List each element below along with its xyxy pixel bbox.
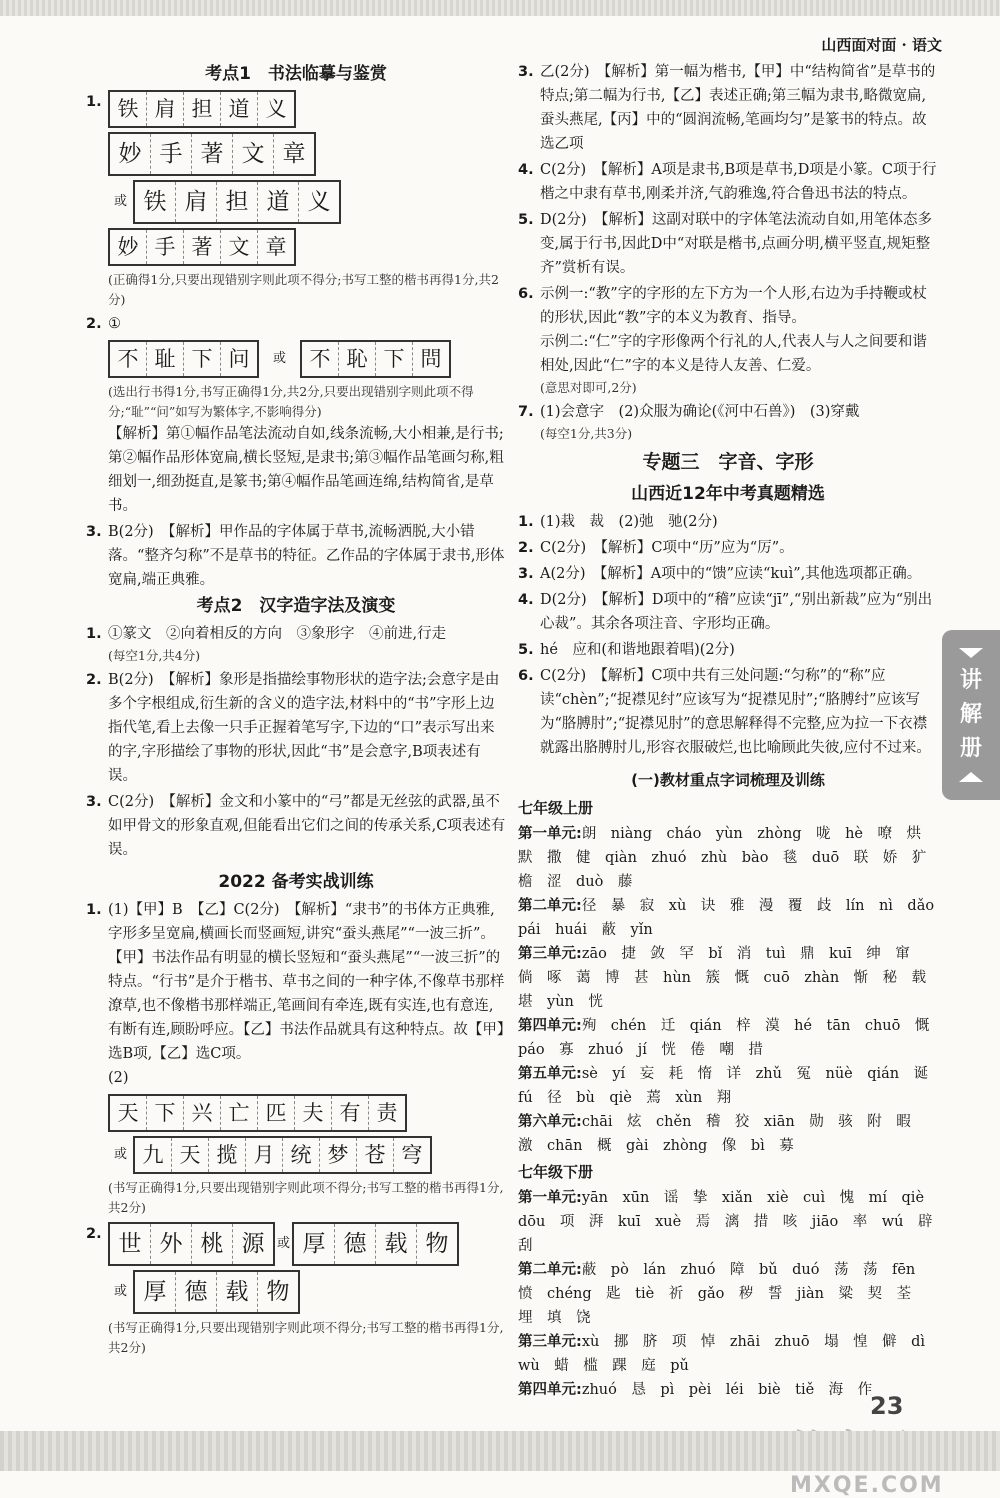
grid-cell: 物: [425, 1231, 449, 1257]
calligraphy-grid: [133, 1136, 432, 1174]
k2-question-3: [86, 790, 506, 862]
grid-cell: 下: [376, 342, 413, 376]
question-number: 1.: [86, 902, 102, 918]
unit-label: 第三单元:: [518, 1334, 582, 1350]
grid-cell: 問: [420, 347, 442, 371]
question-number: 6.: [518, 668, 534, 684]
answer-text: C(2分) 【解析】A项是隶书,B项是草书,D项是小篆。C项于行楷之中隶有草书,刚柔并济,气韵雅逸,符合鲁迅书法的特点。: [540, 162, 937, 202]
calligraphy-grid: [108, 1222, 275, 1266]
grid-cell: 著: [184, 230, 221, 264]
unit-text: 朗 niàng cháo yùn zhòng 咙 hè 嘹 烘 默 撒 健 qiàn zhuó zhù bào 毯 duō 联 娇 犷 檐 涩 duò 藤: [518, 826, 941, 890]
exam-question-2: [518, 536, 938, 560]
calligraphy-grid: [133, 1270, 300, 1314]
question-number: 2.: [518, 540, 534, 556]
grid-cell: 肩: [147, 92, 184, 126]
unit-label: 第四单元:: [518, 1382, 582, 1398]
grid-cell: 妙: [110, 134, 151, 174]
grid-cell: 夫: [295, 1096, 332, 1130]
grid-cell: 肩: [176, 182, 217, 222]
exam-question-6: [518, 664, 938, 760]
grid-cell: 载: [376, 1224, 417, 1264]
bottom-edge: [0, 1431, 1000, 1471]
answer-text: ①篆文 ②向着相反的方向 ③象形字 ④前进,行走: [108, 626, 447, 642]
grid-cell: 梦: [320, 1138, 357, 1172]
question-number: 4.: [518, 162, 534, 178]
answer-text: D(2分) 【解析】这副对联中的字体笔法流动自如,用笔体态多变,属于行书,因此D中“对联是楷书,点画分明,横平竖直,规矩整齐”赏析有误。: [540, 212, 933, 276]
question-number: 3.: [518, 64, 534, 80]
grid-cell: 义: [265, 97, 287, 121]
watermark-url: MXQE.COM: [790, 1473, 944, 1498]
unit-row: [518, 1330, 938, 1378]
unit-list-7b: [518, 1186, 947, 1402]
question-5: [518, 208, 938, 280]
grid-cell: 道: [258, 182, 299, 222]
tab-arrow-icon: [959, 772, 983, 782]
unit-text: 殉 chén 迁 qián 梓 漠 hé tān chuō 慨 páo 寡 zhuó jí 恍 倦 嘲 措: [518, 1018, 944, 1058]
grid-cell: 有: [332, 1096, 369, 1130]
unit-label: 第一单元:: [518, 826, 582, 842]
grid-cell: 文: [221, 230, 258, 264]
exam-question-4: [518, 588, 938, 636]
unit-text: 蔽 pò lán zhuó 障 bǔ duó 荡 荡 fēn 愤 chéng 匙 tiè 祈 gǎo 秽 誓 jiàn 粱 契 荃 埋 填 饶: [518, 1262, 930, 1326]
scoring-note: (书写正确得1分,只要出现错别字则此项不得分;书写工整的楷书再得1分,共2分): [108, 1180, 504, 1215]
practice-question-1: [86, 898, 506, 1218]
top-edge: [0, 0, 1000, 16]
question-number: 1.: [518, 514, 534, 530]
sub-label: (2): [108, 1070, 129, 1086]
grid-cell: 桃: [192, 1224, 233, 1264]
question-number: 3.: [518, 566, 534, 582]
answer-text: hé 应和(和谐地跟着唱)(2分): [540, 642, 735, 658]
k2-question-2: [86, 668, 506, 788]
calligraphy-grid: [108, 228, 296, 266]
or-label: 或: [114, 194, 128, 209]
scoring-note: (每空1分,共4分): [108, 648, 201, 663]
calligraphy-grid: [108, 340, 259, 378]
question-number: 5.: [518, 212, 534, 228]
unit-row: [518, 1110, 938, 1158]
grid-cell: 外: [151, 1224, 192, 1264]
answer-text: B(2分) 【解析】甲作品的字体属于草书,流畅洒脱,大小错落。“整齐匀称”不是草书的特征。乙作品的字体属于隶书,形体宽扁,端正典雅。: [108, 524, 505, 588]
grade-title: 七年级下册: [518, 1163, 594, 1181]
grid-cell: 亡: [221, 1096, 258, 1130]
grid-cell: 穹: [401, 1143, 423, 1167]
unit-list-7a: [518, 822, 949, 1158]
scoring-note: (正确得1分,只要出现错别字则此项不得分;书写工整的楷书再得1分,共2分): [108, 272, 499, 307]
grid-cell: 下: [147, 1096, 184, 1130]
grid-cell: 厚: [294, 1224, 335, 1264]
side-tab-char: 讲: [959, 668, 982, 693]
calligraphy-grid: [300, 340, 451, 378]
answer-text: 示例一:“教”字的字形的左下方为一个人形,右边为手持鞭或杖的形状,因此“教”字的本义为教育、指导。: [540, 286, 927, 326]
grid-cell: 义: [307, 189, 331, 215]
grade-title: 七年级上册: [518, 799, 594, 817]
calligraphy-grid: [108, 90, 296, 128]
exam-question-3: [518, 562, 938, 586]
question-number: 2.: [86, 672, 102, 688]
calligraphy-grid: [133, 180, 341, 224]
answer-text: (1)会意字 (2)众服为确论(《河中石兽》) (3)穿戴: [540, 404, 860, 420]
grid-cell: 铁: [135, 182, 176, 222]
grid-cell: 文: [233, 134, 274, 174]
unit-label: 第一单元:: [518, 1190, 582, 1206]
section-title-exam: 山西近12年中考真题精选: [631, 484, 825, 504]
or-label: 或: [114, 1147, 128, 1162]
grid-cell: 兴: [184, 1096, 221, 1130]
question-3: [86, 520, 506, 592]
question-number: 3.: [86, 524, 102, 540]
answer-text: C(2分) 【解析】C项中“历”应为“厉”。: [540, 540, 794, 556]
question-7: [518, 400, 938, 444]
unit-row: [518, 1186, 947, 1258]
grid-cell: 章: [282, 141, 306, 167]
grid-cell: 铁: [110, 92, 147, 126]
answer-text: B(2分) 【解析】象形是指描绘事物形状的造字法;会意字是由多个字根组成,衍生新的含义的造字法,材料中的“书”字形上边指代笔,看上去像一只手正握着笔写字,下边的“口”表示写出来的字,字形描绘了事物的形状,因此“书”是会意字,B项表述有误。: [108, 672, 500, 784]
answer-text: (1)【甲】B 【乙】C(2分) 【解析】“隶书”的书体方正典雅,字形多呈宽扁,横画长而竖画短,讲究“蚕头燕尾”“一波三折”。【甲】书法作品有明显的横长竖短和“蚕头燕尾”“一波三折”的特点。“行书”是介于楷书、草书之间的一种字体,不像草书那样潦草,也不像楷书那样端正,笔画间有牵连,既有实连,也有意连,有断有连,顾盼呼应。【乙】书法作品就具有这种特点。故【甲】选B项,【乙】选C项。: [108, 902, 505, 1062]
side-tab-char: 册: [959, 736, 982, 761]
grid-cell: 厚: [135, 1272, 176, 1312]
grid-cell: 不: [302, 342, 339, 376]
grid-cell: 源: [241, 1231, 265, 1257]
or-label: 或: [114, 1284, 128, 1299]
grid-cell: 耻: [147, 342, 184, 376]
section-title-kd2: 考点2 汉字造字法及演变: [196, 596, 396, 616]
left-column: [86, 60, 506, 1360]
grid-cell: 道: [221, 92, 258, 126]
exam-question-5: [518, 638, 938, 662]
grid-cell: 著: [192, 134, 233, 174]
grid-cell: 物: [266, 1279, 290, 1305]
scoring-note: (书写正确得1分,只要出现错别字则此项不得分;书写工整的楷书再得1分,共2分): [108, 1320, 504, 1355]
analysis-text: 【解析】第①幅作品笔法流动自如,线条流畅,大小相兼,是行书;第②幅作品形体宽扁,横长竖短,是隶书;第③幅作品笔画匀称,粗细划一,细劲挺直,是篆书;第④幅作品笔画连绵,结构简省,是草书。: [108, 426, 504, 514]
section-title-practice: 2022 备考实战训练: [218, 872, 374, 892]
section-title-kd1: 考点1 书法临摹与鉴赏: [205, 64, 387, 84]
circle-number: ①: [108, 316, 121, 332]
question-number: 5.: [518, 642, 534, 658]
grid-cell: 手: [147, 230, 184, 264]
grid-cell: 手: [151, 134, 192, 174]
unit-label: 第六单元:: [518, 1114, 582, 1130]
practice-question-2: [86, 1222, 506, 1358]
unit-text: 径 暴 寂 xù 诀 雅 漫 覆 歧 lín nì dǎo pái huái 蔽 yǐn: [518, 898, 949, 938]
unit-label: 第四单元:: [518, 1018, 582, 1034]
grid-cell: 问: [228, 347, 250, 371]
question-number: 1.: [86, 94, 102, 110]
question-3: [518, 60, 938, 156]
calligraphy-grid: [292, 1222, 459, 1266]
calligraphy-grid: [108, 132, 316, 176]
scoring-note: (选出行书得1分,书写正确得1分,共2分,只要出现错别字则此项不得分;“耻”“问”如写为繁体字,不影响得分): [108, 384, 474, 419]
question-number: 6.: [518, 286, 534, 302]
exam-question-1: [518, 510, 938, 534]
unit-text: zāo 捷 敛 罕 bǐ 消 tuì 鼎 kuī 绅 窜 倘 啄 蔼 博 甚 hùn 簇 慨 cuō zhàn 惭 秘 载 堪 yùn 恍: [518, 946, 941, 1010]
answer-text: C(2分) 【解析】C项中共有三处问题:“匀称”的“称”应读“chèn”;“捉襟见纣”应该写为“捉襟见肘”;“胳膊纣”应该写为“胳膊肘”;“捉襟见肘”的意思解释得不完整,应为拉一下衣襟就露出胳膊肘儿,形容衣服破烂,也比喻顾此失彼,应付不过来。: [540, 668, 931, 756]
question-number: 3.: [86, 794, 102, 810]
unit-text: sè yí 妄 耗 惰 详 zhǔ 冤 nüè qián 诞 fú 径 bù qiè 蔫 xùn 翔: [518, 1066, 943, 1106]
calligraphy-grid: [108, 1094, 407, 1132]
right-column: [518, 60, 949, 1402]
grid-cell: 下: [184, 342, 221, 376]
grid-cell: 恥: [339, 342, 376, 376]
grid-cell: 载: [217, 1272, 258, 1312]
unit-row: [518, 1258, 938, 1330]
page-number: 23: [870, 1392, 904, 1420]
k2-question-1: [86, 622, 506, 666]
side-tab-char: 解: [959, 702, 982, 727]
question-2: [86, 312, 506, 518]
unit-text: chāi 炫 chěn 稽 狡 xiān 勋 骇 附 暇 激 chān 概 gài zhòng 像 bì 募: [518, 1114, 926, 1154]
grid-cell: 天: [172, 1138, 209, 1172]
tab-arrow-icon: [959, 648, 983, 658]
page-header: 山西面对面 · 语文: [821, 36, 942, 54]
grid-cell: 德: [176, 1272, 217, 1312]
unit-row: [518, 1014, 944, 1062]
answer-text: 乙(2分) 【解析】第一幅为楷书,【甲】中“结构简省”是草书的特点;第二幅为行书,【乙】表述正确;第三幅为隶书,略微宽扁,蚕头燕尾,【丙】中的“圆润流畅,笔画均匀”是篆书的特点。故选乙项: [540, 64, 936, 152]
grid-cell: 妙: [110, 230, 147, 264]
unit-text: yān xūn 谣 挚 xiǎn xiè cuì 愧 mí qiè dōu 项 湃 kuī xuè 焉 漓 措 咳 jiāo 率 wú 辟 刮: [518, 1190, 947, 1254]
unit-row: [518, 942, 941, 1014]
grid-cell: 章: [265, 235, 287, 259]
grid-cell: 天: [110, 1096, 147, 1130]
unit-row: [518, 894, 949, 942]
grid-cell: 揽: [209, 1138, 246, 1172]
answer-text: 示例二:“仁”字的字形像两个行礼的人,代表人与人之间要和谐相处,因此“仁”字的本义是待人友善、仁爱。: [540, 334, 927, 374]
unit-row: [518, 822, 941, 894]
grid-cell: 苍: [357, 1138, 394, 1172]
question-number: 2.: [86, 316, 102, 332]
topic-title: 专题三 字音、字形: [642, 451, 814, 473]
grid-cell: 匹: [258, 1096, 295, 1130]
answer-text: C(2分) 【解析】金文和小篆中的“弓”都是无丝弦的武器,虽不如甲骨文的形象直观,但能看出它们之间的传承关系,C项表述有误。: [108, 794, 506, 858]
answer-text: A(2分) 【解析】A项中的“馈”应读“kuì”,其他选项都正确。: [540, 566, 922, 582]
question-number: 7.: [518, 404, 534, 420]
grid-cell: 不: [110, 342, 147, 376]
unit-label: 第二单元:: [518, 898, 582, 914]
answer-text: D(2分) 【解析】D项中的“稽”应读“jī”,“别出新裁”应为“别出心裁”。其余各项注音、字形均正确。: [540, 592, 933, 632]
side-tab[interactable]: [942, 630, 1000, 800]
question-number: 4.: [518, 592, 534, 608]
question-4: [518, 158, 938, 206]
unit-row: [518, 1062, 943, 1110]
grid-cell: 统: [283, 1138, 320, 1172]
question-1: [86, 90, 506, 310]
unit-label: 第五单元:: [518, 1066, 582, 1082]
scoring-note: (每空1分,共3分): [540, 426, 633, 441]
unit-text: xù 挪 脐 项 悼 zhāi zhuō 塌 惶 僻 dì wù 蜡 槛 踝 庭 pǔ: [518, 1334, 940, 1374]
grid-cell: 责: [376, 1101, 398, 1125]
or-label: 或: [277, 1236, 291, 1251]
unit-label: 第三单元:: [518, 946, 582, 962]
grid-cell: 担: [217, 182, 258, 222]
question-6: [518, 282, 938, 398]
grid-cell: 九: [135, 1138, 172, 1172]
grid-cell: 担: [184, 92, 221, 126]
unit-label: 第二单元:: [518, 1262, 582, 1278]
or-label: 或: [273, 351, 287, 366]
grid-cell: 德: [335, 1224, 376, 1264]
question-number: 2.: [86, 1226, 102, 1242]
section-title-textbook: (一)教材重点字词梳理及训练: [631, 771, 825, 789]
grid-cell: 世: [110, 1224, 151, 1264]
unit-text: zhuó 恳 pì pèi léi biè tiě 海 作: [581, 1382, 873, 1398]
question-number: 1.: [86, 626, 102, 642]
answer-text: (1)栽 裁 (2)弛 驰(2分): [540, 514, 718, 530]
scoring-note: (意思对即可,2分): [540, 380, 637, 395]
grid-cell: 月: [246, 1138, 283, 1172]
